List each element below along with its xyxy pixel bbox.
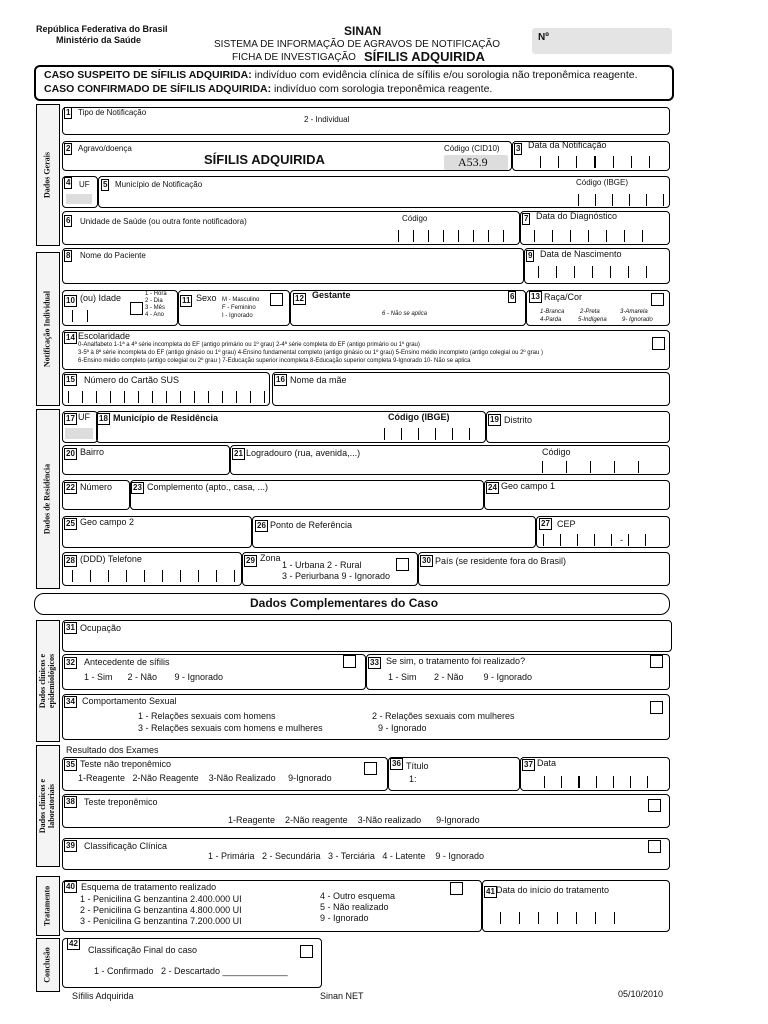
- option: 2 - Penicilina G benzantina 4.800.000 UI: [80, 905, 242, 915]
- field-label: Logradouro (rua, avenida,...): [246, 448, 361, 458]
- field-number: 25: [66, 519, 75, 528]
- field-label: Antecedente de sífilis: [84, 657, 170, 667]
- cep-ticks: [543, 534, 646, 546]
- section-dados-residencia: Dados de Residência: [36, 409, 60, 589]
- field-label: Gestante: [312, 290, 351, 300]
- field-label: UF: [78, 412, 90, 422]
- field-label: CEP: [557, 519, 576, 529]
- field-label: Ocupação: [80, 623, 122, 633]
- option: 3 - Relações sexuais com homens e mulheres: [138, 723, 323, 733]
- field-label: (ou) Idade: [80, 293, 122, 303]
- section-clinicos-epidemiologicos: Dados clínicos e epidemiológicos: [36, 620, 60, 742]
- option: 1-Branca: [540, 309, 565, 315]
- option: 3 - Penicilina G benzantina 7.200.000 UI: [80, 916, 242, 926]
- titulo-value: 1:: [409, 774, 417, 784]
- form-label: FICHA DE INVESTIGAÇÃO: [232, 52, 356, 63]
- field-number: 16: [276, 375, 285, 384]
- field-number: 7: [524, 214, 529, 223]
- field-label: Ponto de Referência: [270, 520, 353, 530]
- footer-left: Sífilis Adquirida: [72, 991, 134, 1001]
- field-options: 1 - Sim 2 - Não 9 - Ignorado: [84, 672, 224, 682]
- escolaridade-options-2: 3-5ª à 8ª série incompleta do EF (antigo ginásio ou 1º grau) 4-Ensino fundamental completo (antigo ginásio ou 1º grau) 5-Ensino médio incompleto (antigo colegial ou 2º grau ): [78, 350, 543, 356]
- field-number: 10: [66, 296, 75, 305]
- option: 4-Parda: [540, 317, 562, 323]
- cid-code: A53.9: [458, 155, 488, 169]
- section-tratamento: Tratamento: [36, 876, 60, 936]
- gestante-note: 6 - Não se aplica: [382, 311, 428, 317]
- section-clinicos-laboratoriais: Dados clínicos e laboratoriais: [36, 745, 60, 867]
- field-number: 24: [488, 483, 497, 492]
- field-number: 6: [66, 216, 71, 225]
- uf-shade: [65, 428, 93, 439]
- field-number: 11: [182, 296, 191, 305]
- code-ticks: [398, 230, 504, 242]
- notification-number-field[interactable]: [532, 28, 672, 54]
- field-label: Teste treponêmico: [84, 797, 158, 807]
- field-number: 31: [66, 623, 75, 632]
- field-label: Número: [80, 482, 113, 492]
- antecedente-checkbox[interactable]: [343, 655, 356, 668]
- field-number: 17: [66, 414, 75, 423]
- classificacao-clinica-checkbox[interactable]: [648, 840, 661, 853]
- field-label: Raça/Cor: [544, 292, 583, 302]
- treponemico-checkbox[interactable]: [648, 799, 661, 812]
- field-number: 29: [246, 556, 255, 565]
- field-number: 2: [66, 144, 71, 153]
- zona-options-2: 3 - Periurbana 9 - Ignorado: [282, 571, 391, 581]
- field-label: Unidade de Saúde (ou outra fonte notificadora): [80, 217, 247, 226]
- field-label: País (se residente fora do Brasil): [435, 556, 567, 566]
- option: 1 - Penicilina G benzantina 2.400.000 UI: [80, 894, 242, 904]
- date-ticks: [538, 266, 647, 278]
- field-number: 36: [392, 759, 401, 768]
- option: 5-Indígena: [578, 317, 607, 323]
- field-number: 40: [66, 882, 75, 891]
- uf-shade: [66, 194, 92, 204]
- field-options: 1 - Primária 2 - Secundária 3 - Terciária 4 - Latente 9 - Ignorado: [208, 851, 484, 861]
- field-label: (DDD) Telefone: [80, 554, 142, 564]
- field-label: Código: [402, 214, 428, 223]
- field-number: 28: [66, 556, 75, 565]
- field-label: Se sim, o tratamento foi realizado?: [386, 656, 526, 666]
- field-label: Esquema de tratamento realizado: [81, 882, 217, 892]
- cid-code-box: [444, 155, 508, 170]
- field-number: 18: [99, 414, 108, 423]
- option: 4 - Ano: [145, 312, 165, 318]
- age-ticks: [72, 310, 88, 322]
- field-number: 13: [531, 292, 540, 301]
- field-number: 12: [295, 294, 304, 303]
- field-number: 23: [133, 483, 142, 492]
- option: 2 - Relações sexuais com mulheres: [372, 711, 515, 721]
- field-label: Distrito: [504, 415, 533, 425]
- field-options: 1 - Confirmado 2 - Descartado _____________: [94, 966, 288, 976]
- field-label: Data do início do tratamento: [496, 885, 610, 895]
- field-label: UF: [79, 180, 90, 189]
- sexo-checkbox[interactable]: [270, 293, 283, 306]
- date-ticks: [540, 156, 650, 168]
- field-label: Sexo: [196, 293, 217, 303]
- option: 2-Preta: [580, 309, 600, 315]
- code-ticks: [578, 194, 664, 206]
- section-dados-gerais: Dados Gerais: [36, 104, 60, 246]
- republic-label: República Federativa do Brasil: [36, 24, 168, 34]
- field-label: Código (IBGE): [388, 412, 450, 422]
- field-number: 4: [66, 178, 71, 187]
- field-number: 20: [66, 449, 75, 458]
- date-ticks: [544, 776, 648, 788]
- field-number: 32: [66, 658, 75, 667]
- field-number: 14: [66, 333, 75, 342]
- complementares-title: Dados Complementares do Caso: [250, 596, 439, 610]
- field-label: Código: [542, 447, 571, 457]
- field-number: 33: [370, 658, 379, 667]
- field-number: 1: [66, 108, 71, 117]
- escolaridade-checkbox[interactable]: [652, 337, 665, 350]
- cep-dash: -: [620, 535, 623, 545]
- zona-checkbox[interactable]: [396, 558, 409, 571]
- field-label: Escolaridade: [78, 331, 131, 341]
- field-label: Nome do Paciente: [80, 251, 146, 260]
- confirmed-definition: CASO CONFIRMADO DE SÍFILIS ADQUIRIDA: indivíduo com sorologia treponêmica reagente.: [44, 83, 493, 95]
- field-value: 2 - Individual: [304, 115, 350, 124]
- agravo-value: SÍFILIS ADQUIRIDA: [204, 152, 325, 167]
- field-label: Zona: [260, 553, 281, 563]
- phone-ticks: [72, 570, 235, 582]
- option: M - Masculino: [222, 297, 260, 303]
- option: 2 - Dia: [145, 298, 163, 304]
- field-label: Data: [537, 758, 557, 768]
- field-number: 26: [257, 521, 266, 530]
- field-number: 39: [66, 841, 75, 850]
- field-label: Data do Diagnóstico: [536, 211, 618, 221]
- field-label: Comportamento Sexual: [82, 696, 177, 706]
- sinan-title: SINAN: [344, 24, 382, 38]
- field-number: 9: [528, 251, 533, 260]
- field-label: Número do Cartão SUS: [84, 375, 180, 385]
- code-ticks: [542, 461, 639, 473]
- field-label: Bairro: [80, 447, 105, 457]
- field-options: 1 - Sim 2 - Não 9 - Ignorado: [388, 672, 533, 682]
- field-label: Teste não treponêmico: [80, 759, 172, 769]
- suspect-definition: CASO SUSPEITO DE SÍFILIS ADQUIRIDA: indivíduo com evidência clínica de sífilis e/ou sorologia não treponêmica reagente.: [44, 69, 638, 81]
- option: 9 - Ignorado: [320, 913, 369, 923]
- footer-date: 05/10/2010: [618, 989, 664, 999]
- gestante-code-box: 6: [510, 292, 515, 301]
- field-label: Município de Residência: [113, 413, 219, 423]
- option: 5 - Não realizado: [320, 902, 389, 912]
- field-ocupacao[interactable]: [62, 620, 672, 652]
- field-number: 42: [69, 939, 78, 948]
- option: I - Ignorado: [222, 313, 253, 319]
- option: 3 - Mês: [145, 305, 166, 311]
- field-number: 27: [541, 519, 550, 528]
- field-options: 1-Reagente 2-Não Reagente 3-Não Realizado 9-Ignorado: [78, 773, 332, 783]
- field-number: 41: [486, 887, 495, 896]
- zona-options-1: 1 - Urbana 2 - Rural: [282, 560, 362, 570]
- escolaridade-options-3: 6-Ensino médio completo (antigo colegial ou 2º grau ) 7-Educação superior incompleta 8-Educação superior completa 9-Ignorado 10- Não se aplica: [78, 358, 471, 364]
- footer-center: Sinan NET: [320, 991, 364, 1001]
- field-label: Classificação Final do caso: [88, 945, 198, 955]
- ministry-label: Ministério da Saúde: [56, 35, 142, 45]
- field-label: Data da Notificação: [528, 140, 607, 150]
- field-label: Geo campo 1: [501, 481, 556, 491]
- field-label: Geo campo 2: [80, 517, 135, 527]
- field-options: 1-Reagente 2-Não reagente 3-Não realizado 9-Ignorado: [228, 815, 480, 825]
- idade-unit-checkbox[interactable]: [130, 302, 143, 315]
- option: 3-Amarela: [620, 309, 648, 315]
- field-number: 3: [516, 144, 521, 153]
- code-ticks: [384, 428, 470, 440]
- option: 1 - Relações sexuais com homens: [138, 711, 276, 721]
- field-number: 38: [66, 797, 75, 806]
- comportamento-checkbox[interactable]: [650, 701, 663, 714]
- esquema-checkbox[interactable]: [450, 882, 463, 895]
- field-label: Nome da mãe: [290, 375, 347, 385]
- field-number: 30: [422, 556, 431, 565]
- field-label: Tipo de Notificação: [78, 108, 147, 117]
- number-label: Nº: [538, 32, 549, 43]
- field-label: Classificação Clínica: [84, 841, 168, 851]
- field-label: Agravo/doença: [78, 144, 132, 153]
- field-number: 8: [66, 251, 71, 260]
- disease-title: SÍFILIS ADQUIRIDA: [364, 49, 485, 64]
- raca-checkbox[interactable]: [651, 293, 664, 306]
- field-label: Código (IBGE): [576, 178, 629, 187]
- section-notificacao-individual: Notificação Individual: [36, 252, 60, 406]
- field-number: 37: [524, 760, 533, 769]
- field-number: 15: [66, 375, 75, 384]
- date-ticks: [500, 912, 615, 924]
- nao-treponemico-checkbox[interactable]: [364, 762, 377, 775]
- field-label: Complemento (apto., casa, ...): [147, 482, 269, 492]
- field-label: Data de Nascimento: [540, 249, 622, 259]
- field-number: 35: [66, 760, 75, 769]
- option: 1 - Hora: [145, 291, 167, 297]
- date-ticks: [534, 230, 643, 242]
- field-label: Município de Notificação: [115, 180, 203, 189]
- section-conclusao: Conclusão: [36, 938, 60, 992]
- tratamento-checkbox[interactable]: [650, 655, 663, 668]
- option: F - Feminino: [222, 305, 256, 311]
- option: 4 - Outro esquema: [320, 891, 396, 901]
- field-tipo-notificacao[interactable]: [62, 107, 670, 135]
- field-number: 19: [490, 415, 499, 424]
- sus-ticks: [68, 391, 265, 403]
- option: 9 - Ignorado: [378, 723, 427, 733]
- escolaridade-options-1: 0-Analfabeto 1-1ª a 4ª série incompleta do EF (antigo primário ou 1º grau) 2-4ª série completa do EF (antigo primário ou 1º grau): [78, 342, 420, 348]
- exams-title: Resultado dos Exames: [66, 745, 159, 755]
- classificacao-final-checkbox[interactable]: [300, 945, 313, 958]
- field-number: 21: [234, 449, 243, 458]
- field-number: 5: [103, 180, 108, 189]
- system-label: SISTEMA DE INFORMAÇÃO DE AGRAVOS DE NOTIFICAÇÃO: [214, 39, 500, 50]
- field-label: Título: [406, 761, 429, 771]
- case-definition-box: [34, 65, 674, 101]
- field-number: 34: [66, 697, 75, 706]
- field-label: Código (CID10): [444, 144, 500, 153]
- field-number: 22: [66, 483, 75, 492]
- option: 9- Ignorado: [622, 317, 653, 323]
